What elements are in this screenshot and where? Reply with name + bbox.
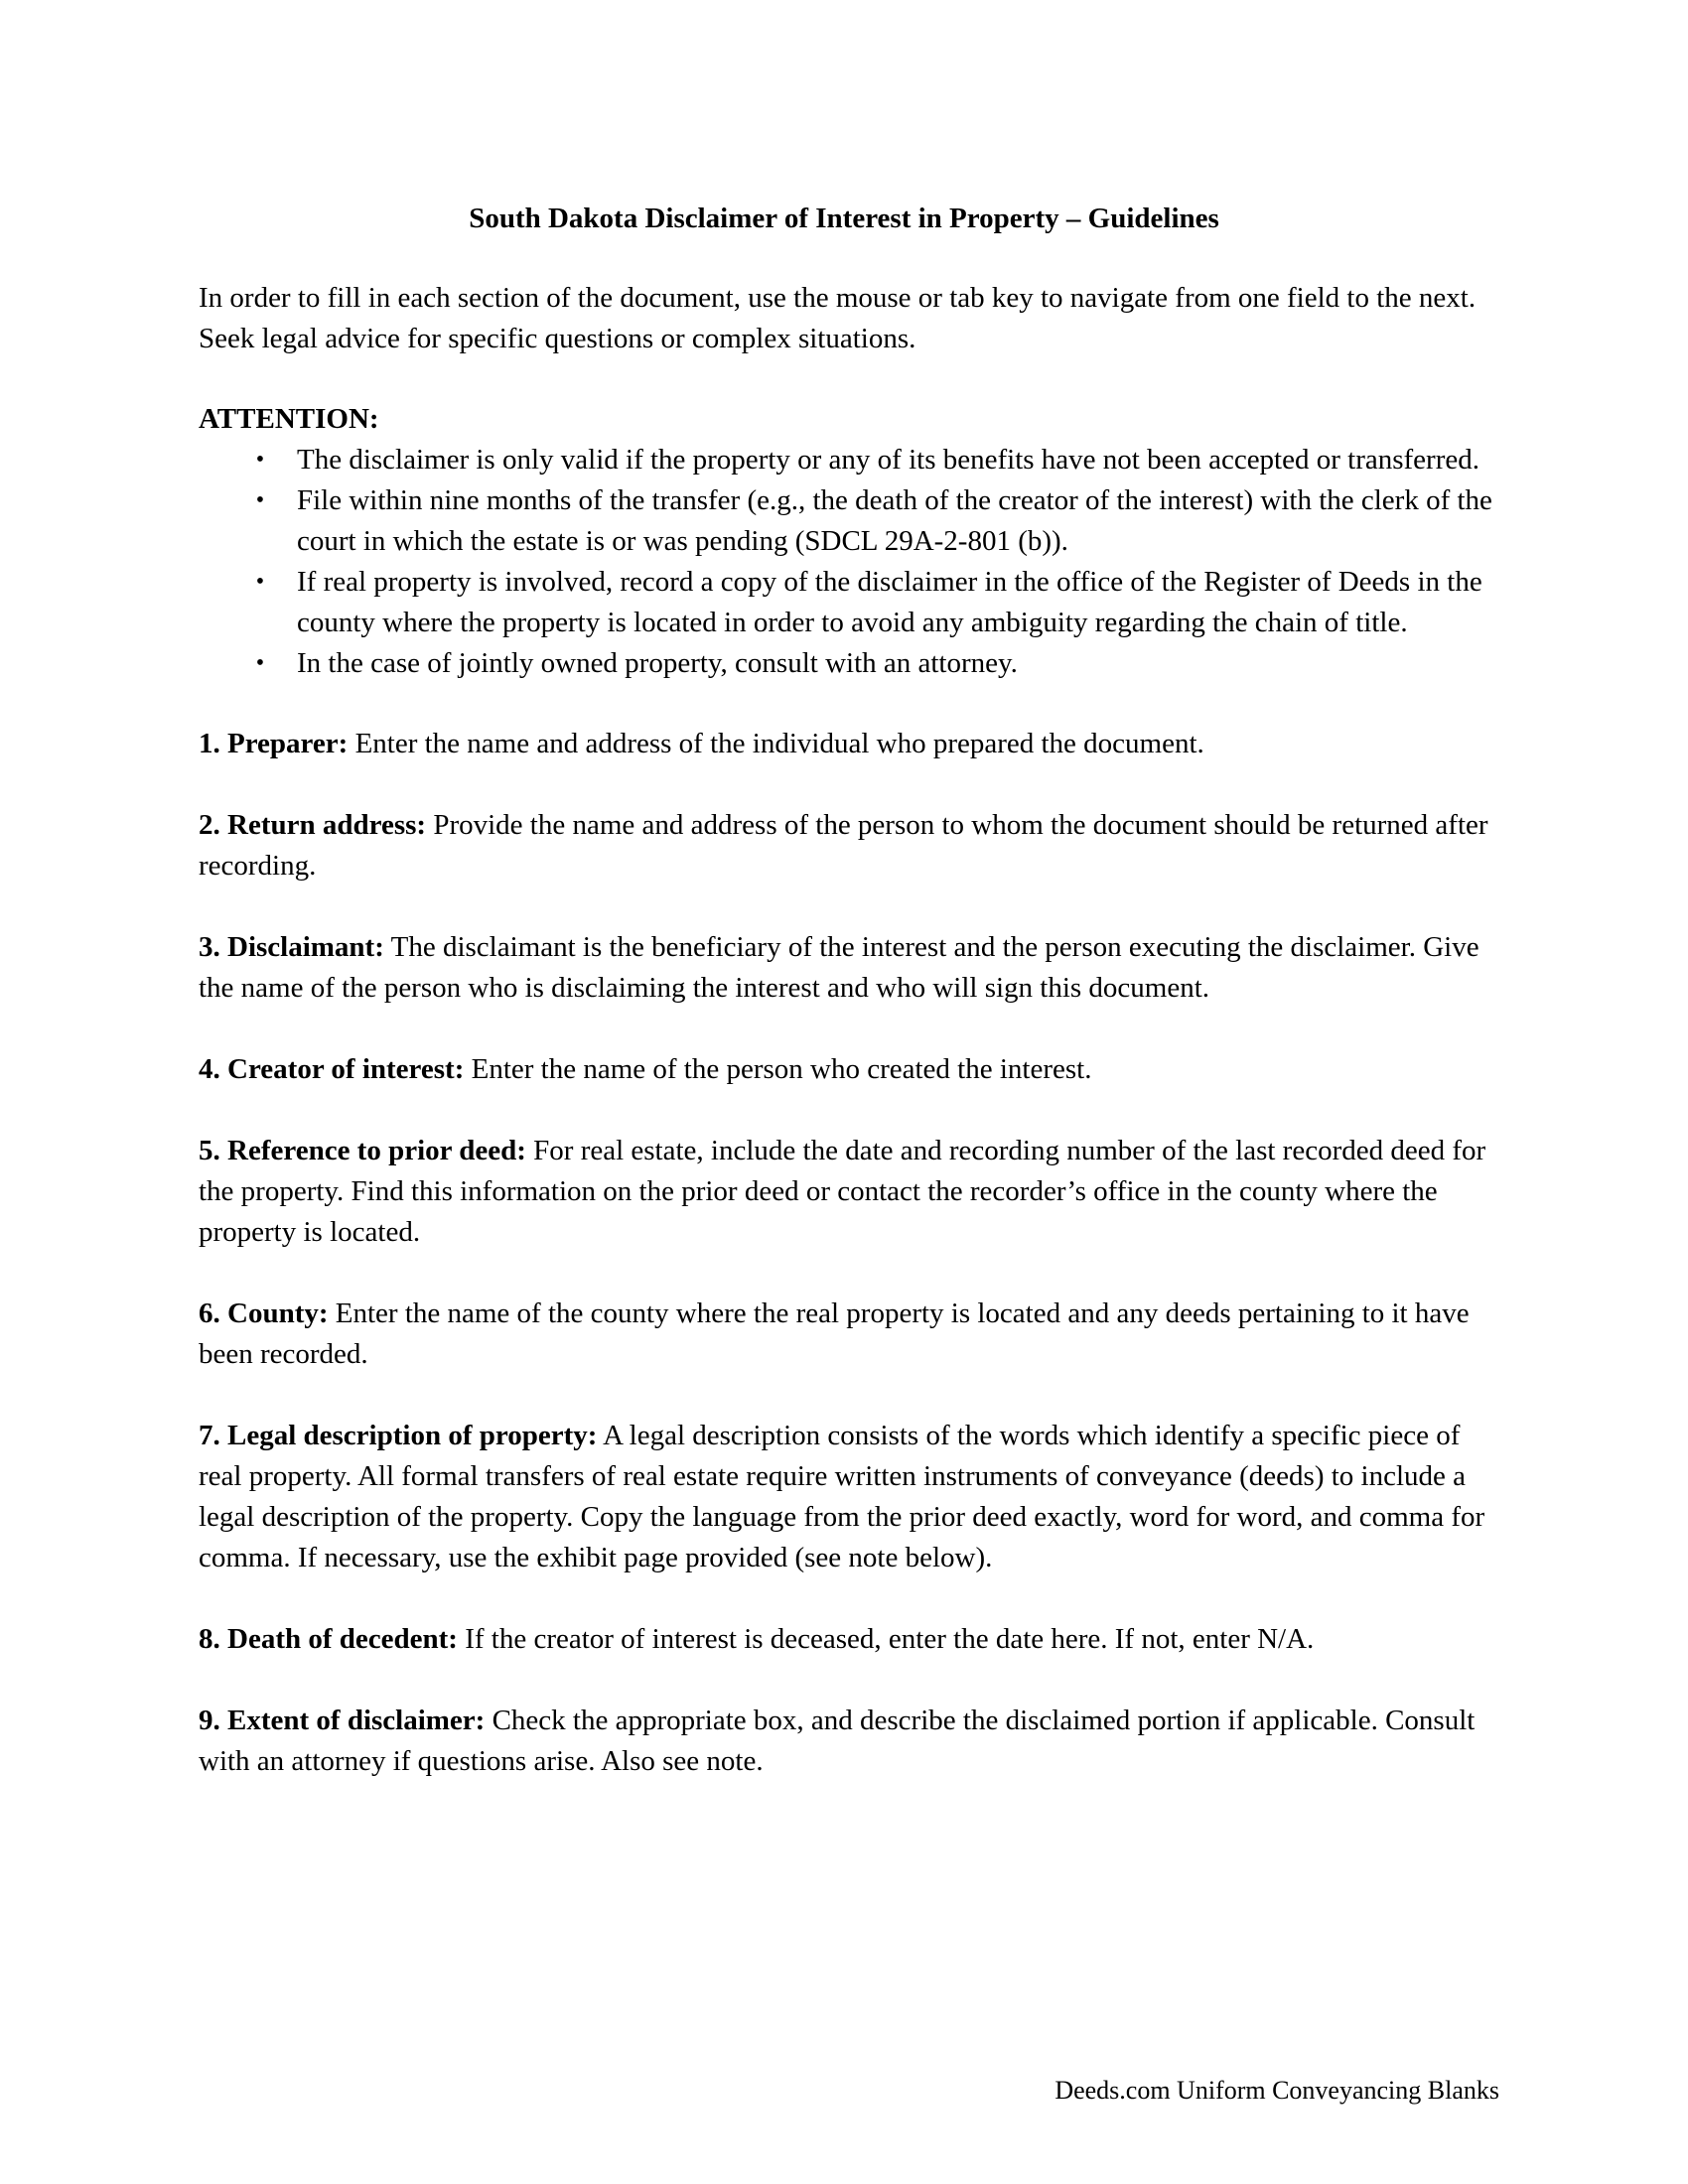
attention-item-text: If real property is involved, record a copy of the disclaimer in the office of the Register of Deeds in the county where the property is located in order to avoid any ambiguity regarding the chain of title. bbox=[297, 566, 1482, 638]
attention-item bbox=[199, 440, 1499, 480]
section-text: Provide the name and address of the person to whom the document should be returned after recording. bbox=[199, 809, 1488, 882]
attention-item bbox=[199, 643, 1499, 684]
section-text: The disclaimant is the beneficiary of the interest and the person executing the disclaimer. Give the name of the person who is disclaiming the interest and who will sign this document. bbox=[199, 931, 1479, 1004]
attention-item-text: File within nine months of the transfer (e.g., the death of the creator of the interest) with the clerk of the court in which the estate is or was pending (SDCL 29A-2-801 (b)). bbox=[297, 484, 1492, 557]
section-reference-to-prior-deed bbox=[199, 1131, 1499, 1253]
bullet-icon: • bbox=[255, 650, 265, 676]
section-text: A legal description consists of the words which identify a specific piece of real property. All formal transfers of real estate require written instruments of conveyance (deeds) to include a legal description of the property. Copy the language from the prior deed exactly, word for word, and comma for comma. If necessary, use the exhibit page provided (see note below). bbox=[199, 1420, 1485, 1573]
section-label: 7. Legal description of property: bbox=[199, 1420, 598, 1451]
section-label: 2. Return address: bbox=[199, 809, 427, 841]
bullet-icon: • bbox=[255, 447, 265, 473]
section-extent-of-disclaimer bbox=[199, 1701, 1499, 1782]
attention-item-text: In the case of jointly owned property, consult with an attorney. bbox=[297, 647, 1018, 679]
section-label: 6. County: bbox=[199, 1297, 329, 1329]
section-creator-of-interest bbox=[199, 1049, 1499, 1090]
intro-paragraph: In order to fill in each section of the document, use the mouse or tab key to navigate from one field to the next. Seek legal advice for specific questions or complex situations. bbox=[199, 282, 1477, 354]
section-text: If the creator of interest is deceased, enter the date here. If not, enter N/A. bbox=[465, 1623, 1315, 1655]
section-label: 1. Preparer: bbox=[199, 728, 349, 759]
page-footer: Deeds.com Uniform Conveyancing Blanks bbox=[1055, 2076, 1499, 2105]
section-text: Enter the name and address of the individual who prepared the document. bbox=[354, 728, 1204, 759]
section-text: For real estate, include the date and recording number of the last recorded deed for the property. Find this information on the prior deed or contact the recorder’s office in the county where the property is located. bbox=[199, 1135, 1486, 1248]
section-text: Check the appropriate box, and describe the disclaimed portion if applicable. Consult with an attorney if questions arise. Also see note. bbox=[199, 1705, 1476, 1777]
section-label: 8. Death of decedent: bbox=[199, 1623, 458, 1655]
attention-list bbox=[199, 440, 1499, 684]
section-death-of-decedent bbox=[199, 1619, 1499, 1660]
bullet-icon: • bbox=[255, 569, 265, 595]
document-body bbox=[199, 278, 1499, 1823]
section-label: 4. Creator of interest: bbox=[199, 1053, 465, 1085]
section-preparer bbox=[199, 724, 1499, 764]
attention-item bbox=[199, 562, 1499, 643]
bullet-icon: • bbox=[255, 487, 265, 513]
section-disclaimant bbox=[199, 927, 1499, 1009]
document-title: South Dakota Disclaimer of Interest in Property – Guidelines bbox=[469, 203, 1219, 234]
section-text: Enter the name of the person who created the interest. bbox=[471, 1053, 1092, 1085]
attention-item bbox=[199, 480, 1499, 562]
attention-item-text: The disclaimer is only valid if the property or any of its benefits have not been accepted or transferred. bbox=[297, 444, 1479, 476]
section-text: Enter the name of the county where the real property is located and any deeds pertaining to it have been recorded. bbox=[199, 1297, 1470, 1370]
section-label: 9. Extent of disclaimer: bbox=[199, 1705, 486, 1736]
section-label: 3. Disclaimant: bbox=[199, 931, 384, 963]
section-legal-description bbox=[199, 1416, 1499, 1578]
section-county bbox=[199, 1294, 1499, 1375]
attention-heading: ATTENTION: bbox=[199, 403, 379, 435]
section-label: 5. Reference to prior deed: bbox=[199, 1135, 526, 1166]
section-return-address bbox=[199, 805, 1499, 887]
